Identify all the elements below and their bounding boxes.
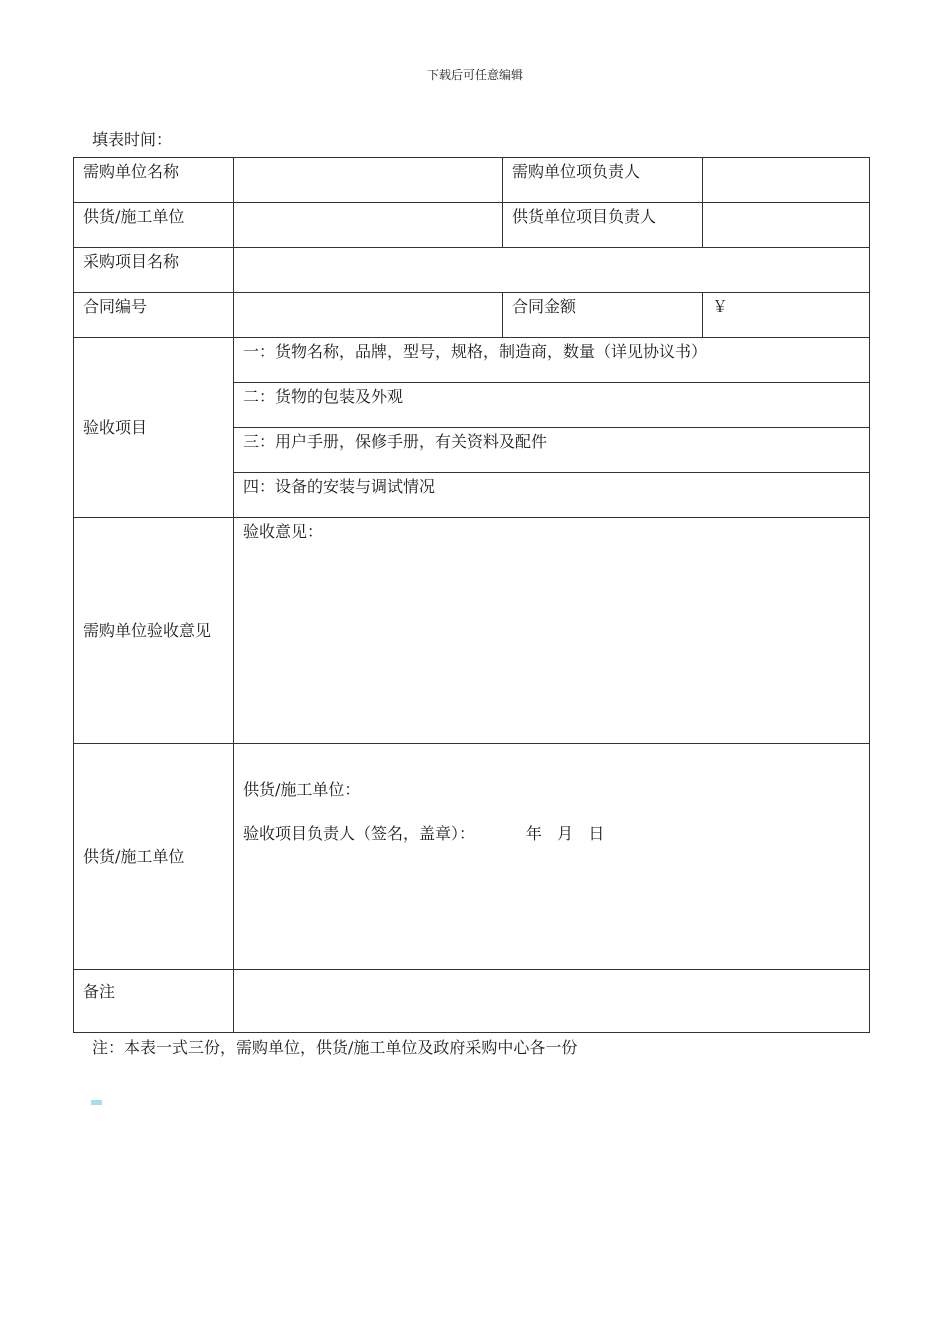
supplier-head-label: 供货单位项目负责人 bbox=[503, 203, 703, 248]
acceptance-item-4: 四：设备的安装与调试情况 bbox=[234, 473, 870, 518]
decorative-marker bbox=[91, 1100, 102, 1105]
contract-amount-label: 合同金额 bbox=[503, 293, 703, 338]
supplier-sign-field[interactable] bbox=[234, 744, 870, 970]
project-name-field[interactable] bbox=[234, 248, 870, 293]
responsible-signature-line: 验收项目负责人（签名，盖章）： 年 月 日 bbox=[243, 824, 605, 843]
table-row bbox=[74, 248, 870, 293]
buyer-unit-field[interactable] bbox=[234, 158, 503, 203]
acceptance-form-table bbox=[73, 157, 870, 1033]
table-row bbox=[74, 338, 870, 383]
buyer-opinion-field[interactable] bbox=[234, 518, 870, 744]
table-row bbox=[74, 518, 870, 744]
supplier-unit-sign-line: 供货/施工单位： bbox=[243, 780, 361, 799]
contract-amount-field[interactable] bbox=[703, 293, 870, 338]
fill-time-label: 填表时间： bbox=[92, 130, 173, 149]
table-row bbox=[74, 744, 870, 970]
table-row bbox=[74, 970, 870, 1033]
acceptance-item-3: 三：用户手册，保修手册，有关资料及配件 bbox=[234, 428, 870, 473]
acceptance-item-1: 一：货物名称，品牌，型号，规格，制造商，数量（详见协议书） bbox=[234, 338, 870, 383]
contract-no-field[interactable] bbox=[234, 293, 503, 338]
buyer-unit-label: 需购单位名称 bbox=[74, 158, 234, 203]
table-row bbox=[74, 203, 870, 248]
supplier-unit-label: 供货/施工单位 bbox=[74, 203, 234, 248]
footnote: 注：本表一式三份，需购单位，供货/施工单位及政府采购中心各一份 bbox=[92, 1038, 578, 1057]
supplier-sign-label: 供货/施工单位 bbox=[74, 744, 234, 970]
acceptance-item-2: 二：货物的包装及外观 bbox=[234, 383, 870, 428]
contract-no-label: 合同编号 bbox=[74, 293, 234, 338]
buyer-opinion-label: 需购单位验收意见 bbox=[74, 518, 234, 744]
project-name-label: 采购项目名称 bbox=[74, 248, 234, 293]
acceptance-items-label: 验收项目 bbox=[74, 338, 234, 518]
table-row bbox=[74, 158, 870, 203]
table-row bbox=[74, 293, 870, 338]
remark-label: 备注 bbox=[74, 970, 234, 1033]
supplier-head-field[interactable] bbox=[703, 203, 870, 248]
supplier-unit-field[interactable] bbox=[234, 203, 503, 248]
buyer-head-label: 需购单位项负责人 bbox=[503, 158, 703, 203]
opinion-content-label: 验收意见： bbox=[243, 522, 324, 541]
header-note: 下载后可任意编辑 bbox=[426, 68, 523, 82]
remark-field[interactable] bbox=[234, 970, 870, 1033]
currency-symbol: ￥ bbox=[712, 297, 729, 316]
buyer-head-field[interactable] bbox=[703, 158, 870, 203]
